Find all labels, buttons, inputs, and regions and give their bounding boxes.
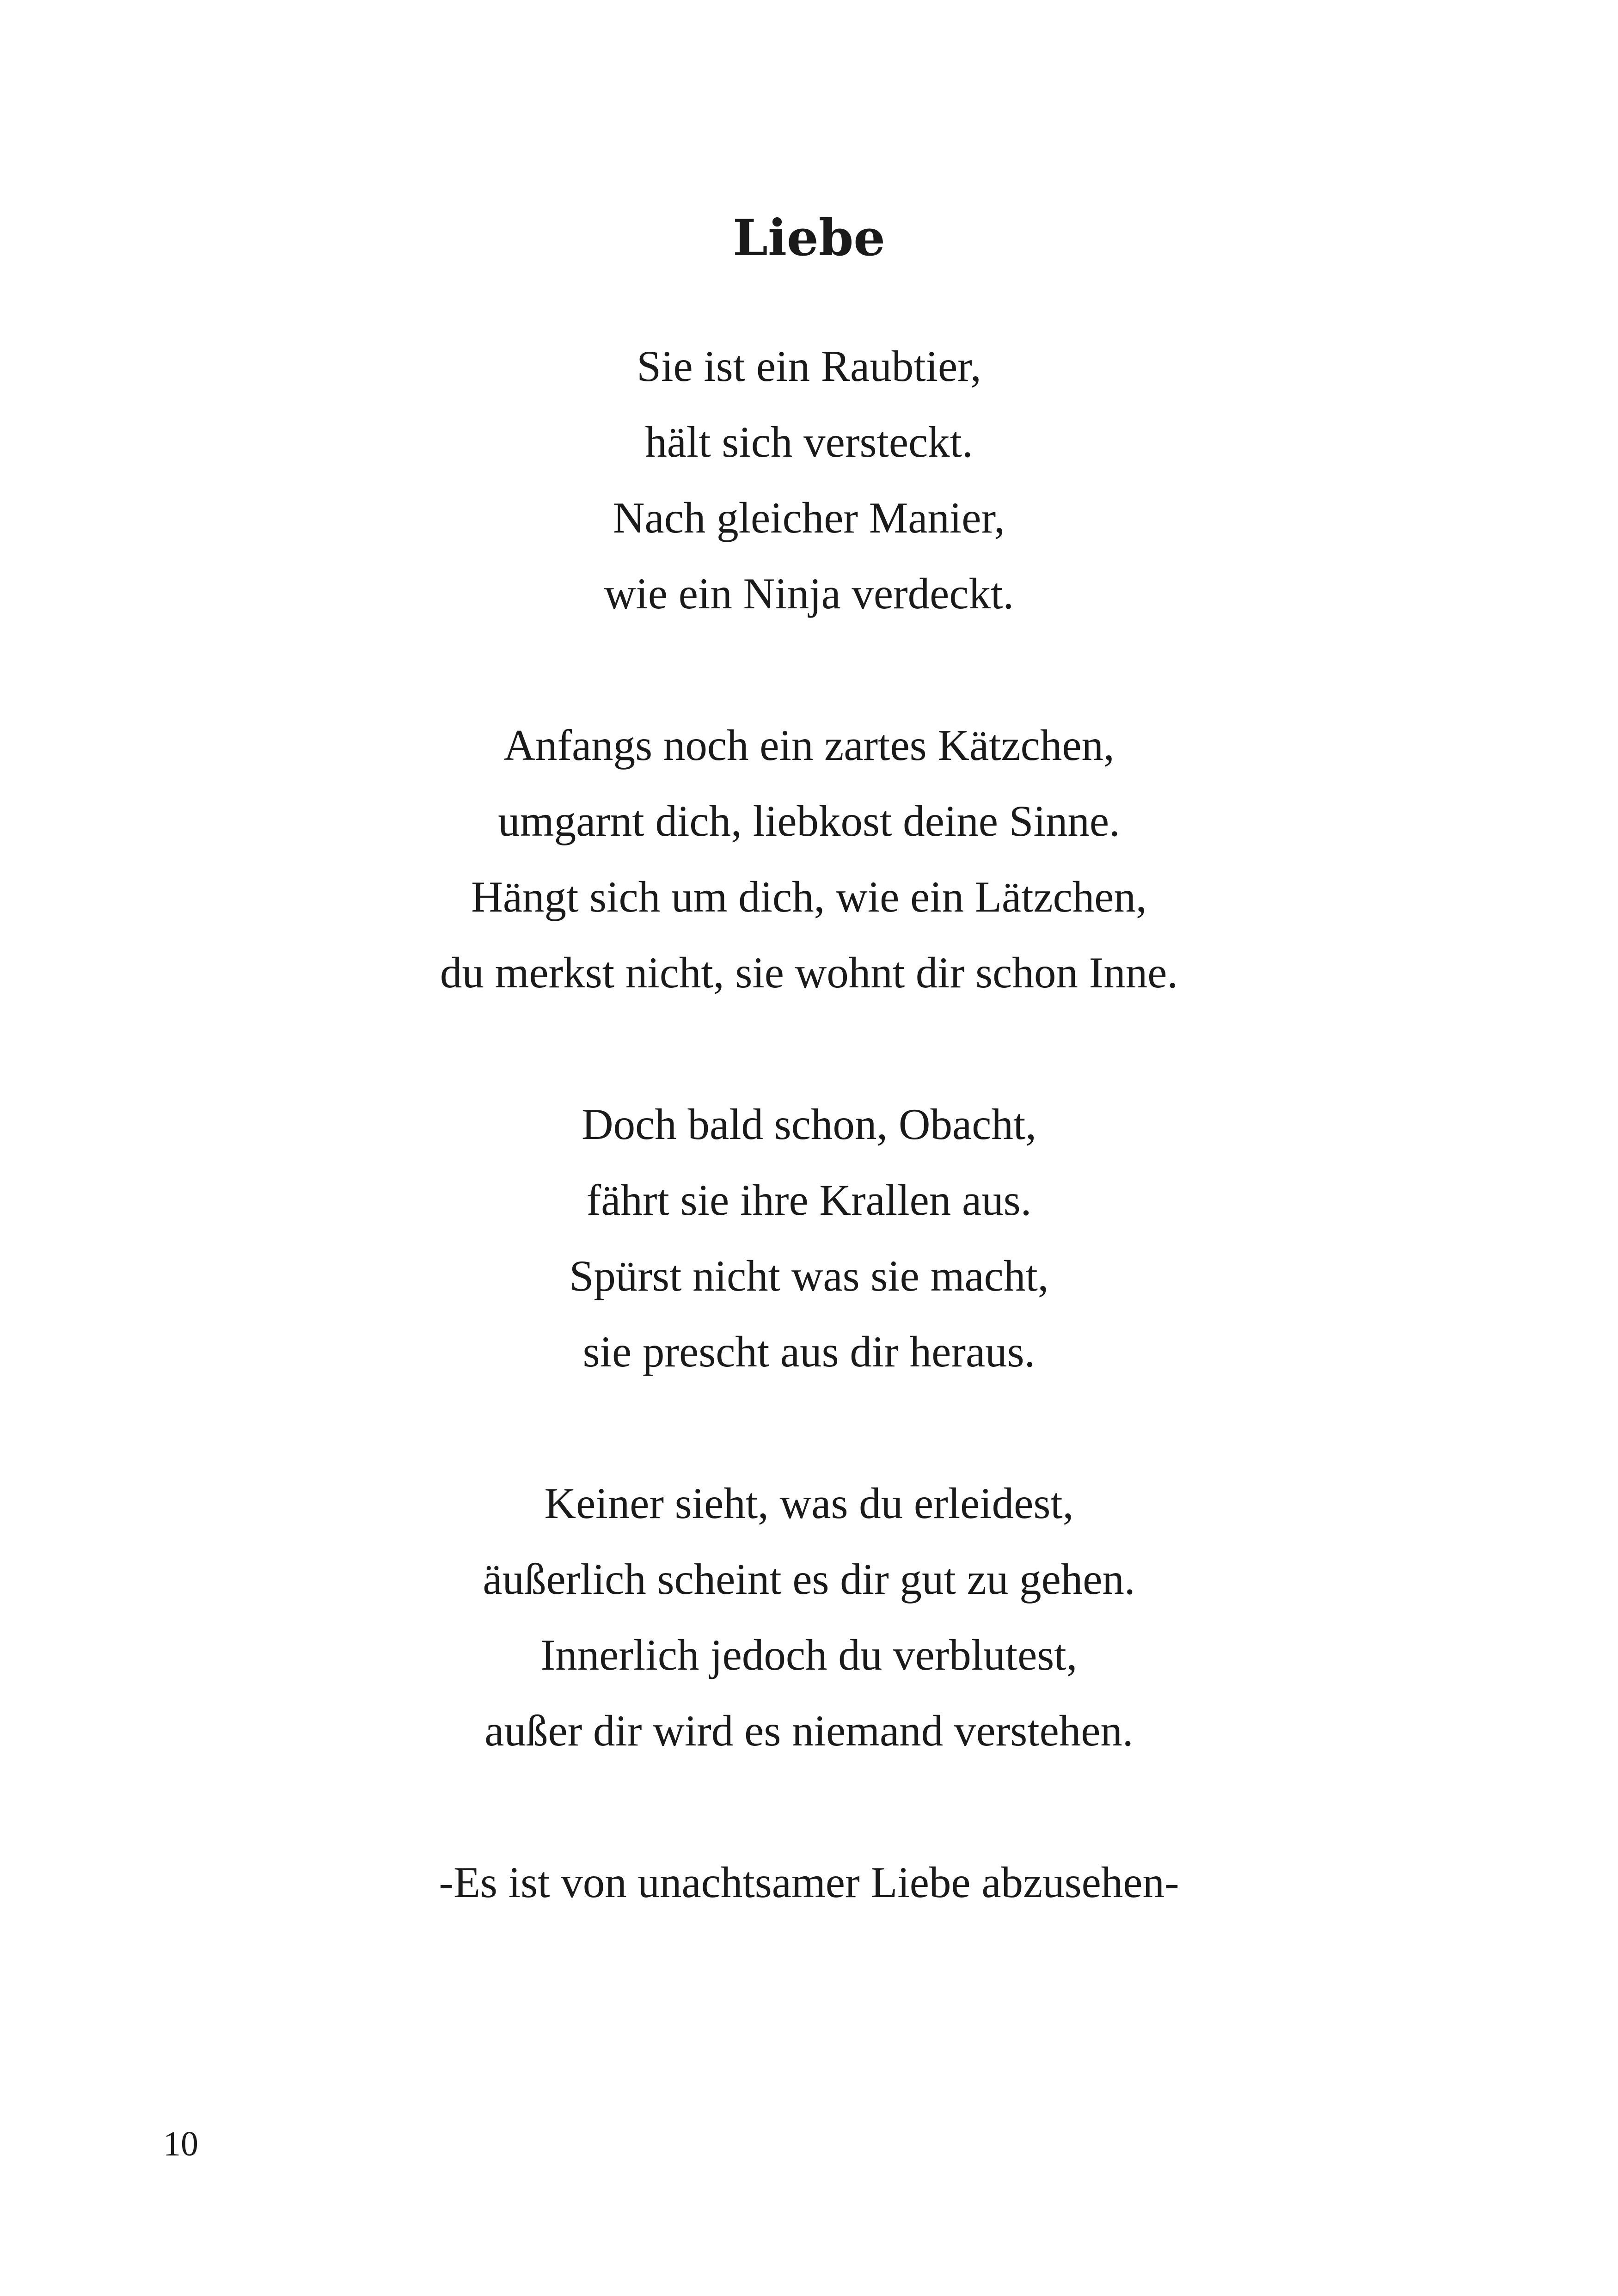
poem-line: Doch bald schon, Obacht,: [581, 1100, 1037, 1149]
poem-line: umgarnt dich, liebkost deine Sinne.: [498, 796, 1120, 845]
poem-line: Sie ist ein Raubtier,: [637, 342, 981, 391]
poem-line: fährt sie ihre Krallen aus.: [586, 1176, 1032, 1225]
poem-line: wie ein Ninja verdeckt.: [604, 569, 1014, 618]
poem-line: äußerlich scheint es dir gut zu gehen.: [483, 1555, 1135, 1604]
poem-line: Keiner sieht, was du erleidest,: [544, 1479, 1074, 1528]
poem-line: du merkst nicht, sie wohnt dir schon Inne.: [440, 948, 1178, 997]
poem-line: Innerlich jedoch du verblutest,: [540, 1630, 1078, 1679]
poem-line: Nach gleicher Manier,: [613, 493, 1005, 542]
stanza-3: [0, 1086, 1618, 1390]
stanza-4: [0, 1465, 1618, 1769]
poem-line: Spürst nicht was sie macht,: [569, 1251, 1049, 1300]
poem-line: sie prescht aus dir heraus.: [582, 1327, 1036, 1376]
poem-closing-line: -Es ist von unachtsamer Liebe abzusehen-: [439, 1858, 1179, 1907]
stanza-1: [0, 328, 1618, 631]
poem-line: Hängt sich um dich, wie ein Lätzchen,: [471, 872, 1147, 921]
poem-body: [0, 328, 1618, 1920]
poem-title: Liebe: [733, 209, 885, 267]
page-number: 10: [163, 2125, 198, 2163]
poem-line: hält sich versteckt.: [645, 417, 973, 466]
poem-line: Anfangs noch ein zartes Kätzchen,: [503, 721, 1115, 770]
poem-line: außer dir wird es niemand verstehen.: [484, 1706, 1134, 1755]
stanza-2: [0, 707, 1618, 1010]
